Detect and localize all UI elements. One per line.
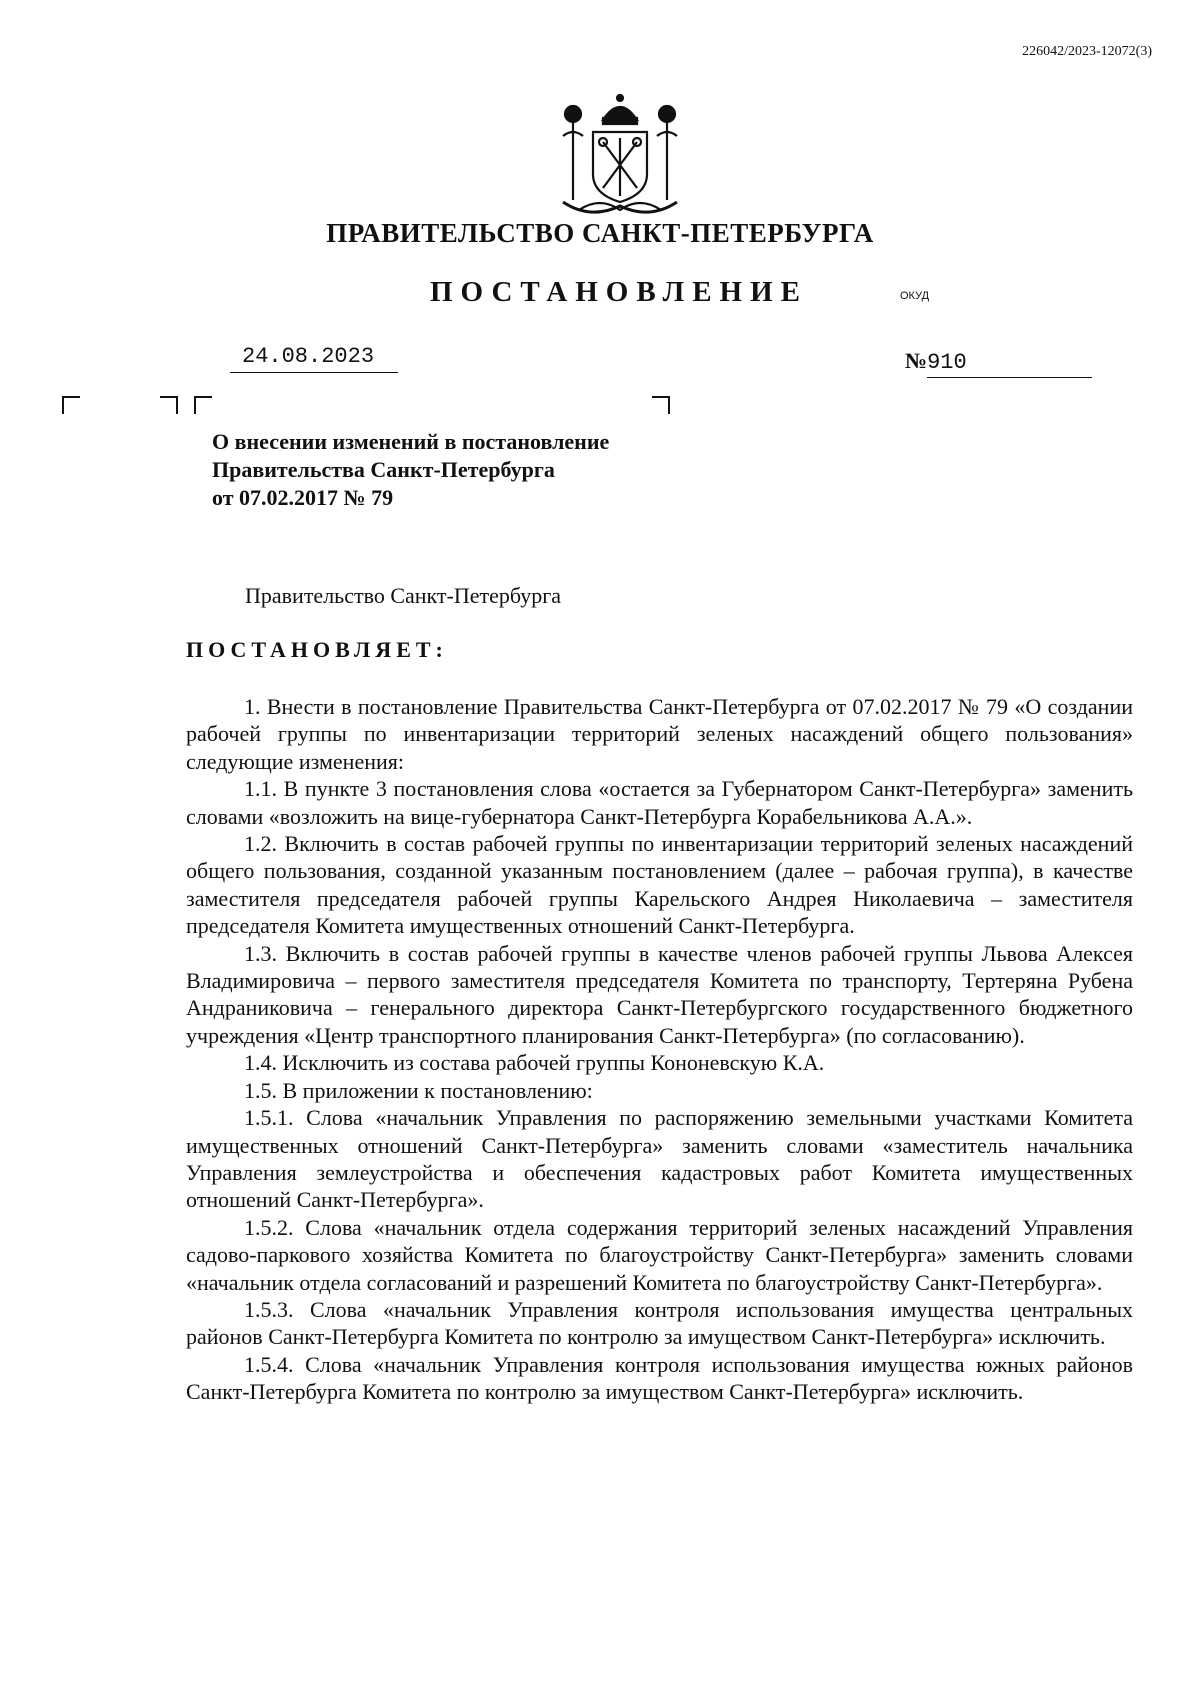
corner-mark-subject-left: [160, 396, 178, 414]
resolution-body: [186, 693, 1133, 1406]
document-type: ПОСТАНОВЛЕНИЕ: [430, 276, 809, 308]
government-title: ПРАВИТЕЛЬСТВО САНКТ-ПЕТЕРБУРГА: [326, 218, 874, 248]
paragraph: 1. Внести в постановление Правительства Санкт-Петербурга от 07.02.2017 № 79 «О создании рабочей группы по инвентаризации территорий зеленых насаждений общего пользования» следующие изменения:: [186, 694, 1133, 774]
corner-mark-left: [62, 396, 80, 414]
subject-line: О внесении изменений в постановление: [212, 429, 610, 454]
corner-mark-subject-start: [194, 396, 212, 414]
paragraph: 1.5.1. Слова «начальник Управления по распоряжению земельными участками Комитета имущественных отношений Санкт-Петербурга» заменить словами «заместитель начальника Управления землеустройства и обеспечения кадастровых работ Комитета имущественных отношений Санкт-Петербурга».: [186, 1105, 1133, 1213]
number-value: 910: [927, 350, 1092, 378]
corner-mark-subject-end: [652, 396, 670, 414]
paragraph: 1.3. Включить в состав рабочей группы в качестве членов рабочей группы Львова Алексея Владимировича – первого заместителя председателя Комитета по транспорту, Тертеряна Рубена Андраниковича – генерального директора Санкт-Петербургского государственного бюджетного учреждения «Центр транспортного планирования Санкт-Петербурга» (по согласованию).: [186, 940, 1133, 1048]
document-date: 24.08.2023: [230, 344, 398, 373]
document-subject: [212, 428, 609, 512]
resolves-heading: ПОСТАНОВЛЯЕТ:: [186, 637, 448, 662]
preamble: Правительство Санкт-Петербурга: [245, 583, 562, 608]
paragraph: 1.5.4. Слова «начальник Управления контроля использования имущества южных районов Санкт-Петербурга Комитета по контролю за имуществом Санкт-Петербурга» исключить.: [186, 1351, 1133, 1405]
paragraph: 1.1. В пункте 3 постановления слова «остается за Губернатором Санкт-Петербурга» заменить словами «возложить на вице-губернатора Санкт-Петербурга Корабельникова А.А.».: [186, 776, 1133, 829]
paragraph: 1.5.3. Слова «начальник Управления контроля использования имущества центральных районов Санкт-Петербурга Комитета по контролю за имуществом Санкт-Петербурга» исключить.: [186, 1296, 1133, 1350]
okud-label: ОКУД: [900, 290, 930, 302]
document-number: [905, 348, 1105, 378]
paragraph: 1.4. Исключить из состава рабочей группы Кононевскую К.А.: [244, 1050, 825, 1076]
paragraph: 1.5. В приложении к постановлению:: [244, 1077, 593, 1103]
subject-line: Правительства Санкт-Петербурга: [212, 457, 555, 482]
coat-of-arms-emblem: [545, 92, 695, 222]
paragraph: 1.2. Включить в состав рабочей группы по инвентаризации территорий зеленых насаждений общего пользования, созданной указанным постановлением (далее – рабочая группа), в качестве заместителя председателя рабочей группы Карельского Андрея Николаевича – заместителя председателя Комитета имущественных отношений Санкт-Петербурга.: [186, 831, 1133, 939]
number-label: №: [905, 348, 928, 373]
subject-line: от 07.02.2017 № 79: [212, 485, 394, 510]
reference-number: 226042/2023-12072(3): [1022, 44, 1152, 59]
paragraph: 1.5.2. Слова «начальник отдела содержания территорий зеленых насаждений Управления садово-паркового хозяйства Комитета по благоустройству Санкт-Петербурга» заменить словами «начальник отдела согласований и разрешений Комитета по благоустройству Санкт-Петербурга».: [186, 1214, 1133, 1295]
